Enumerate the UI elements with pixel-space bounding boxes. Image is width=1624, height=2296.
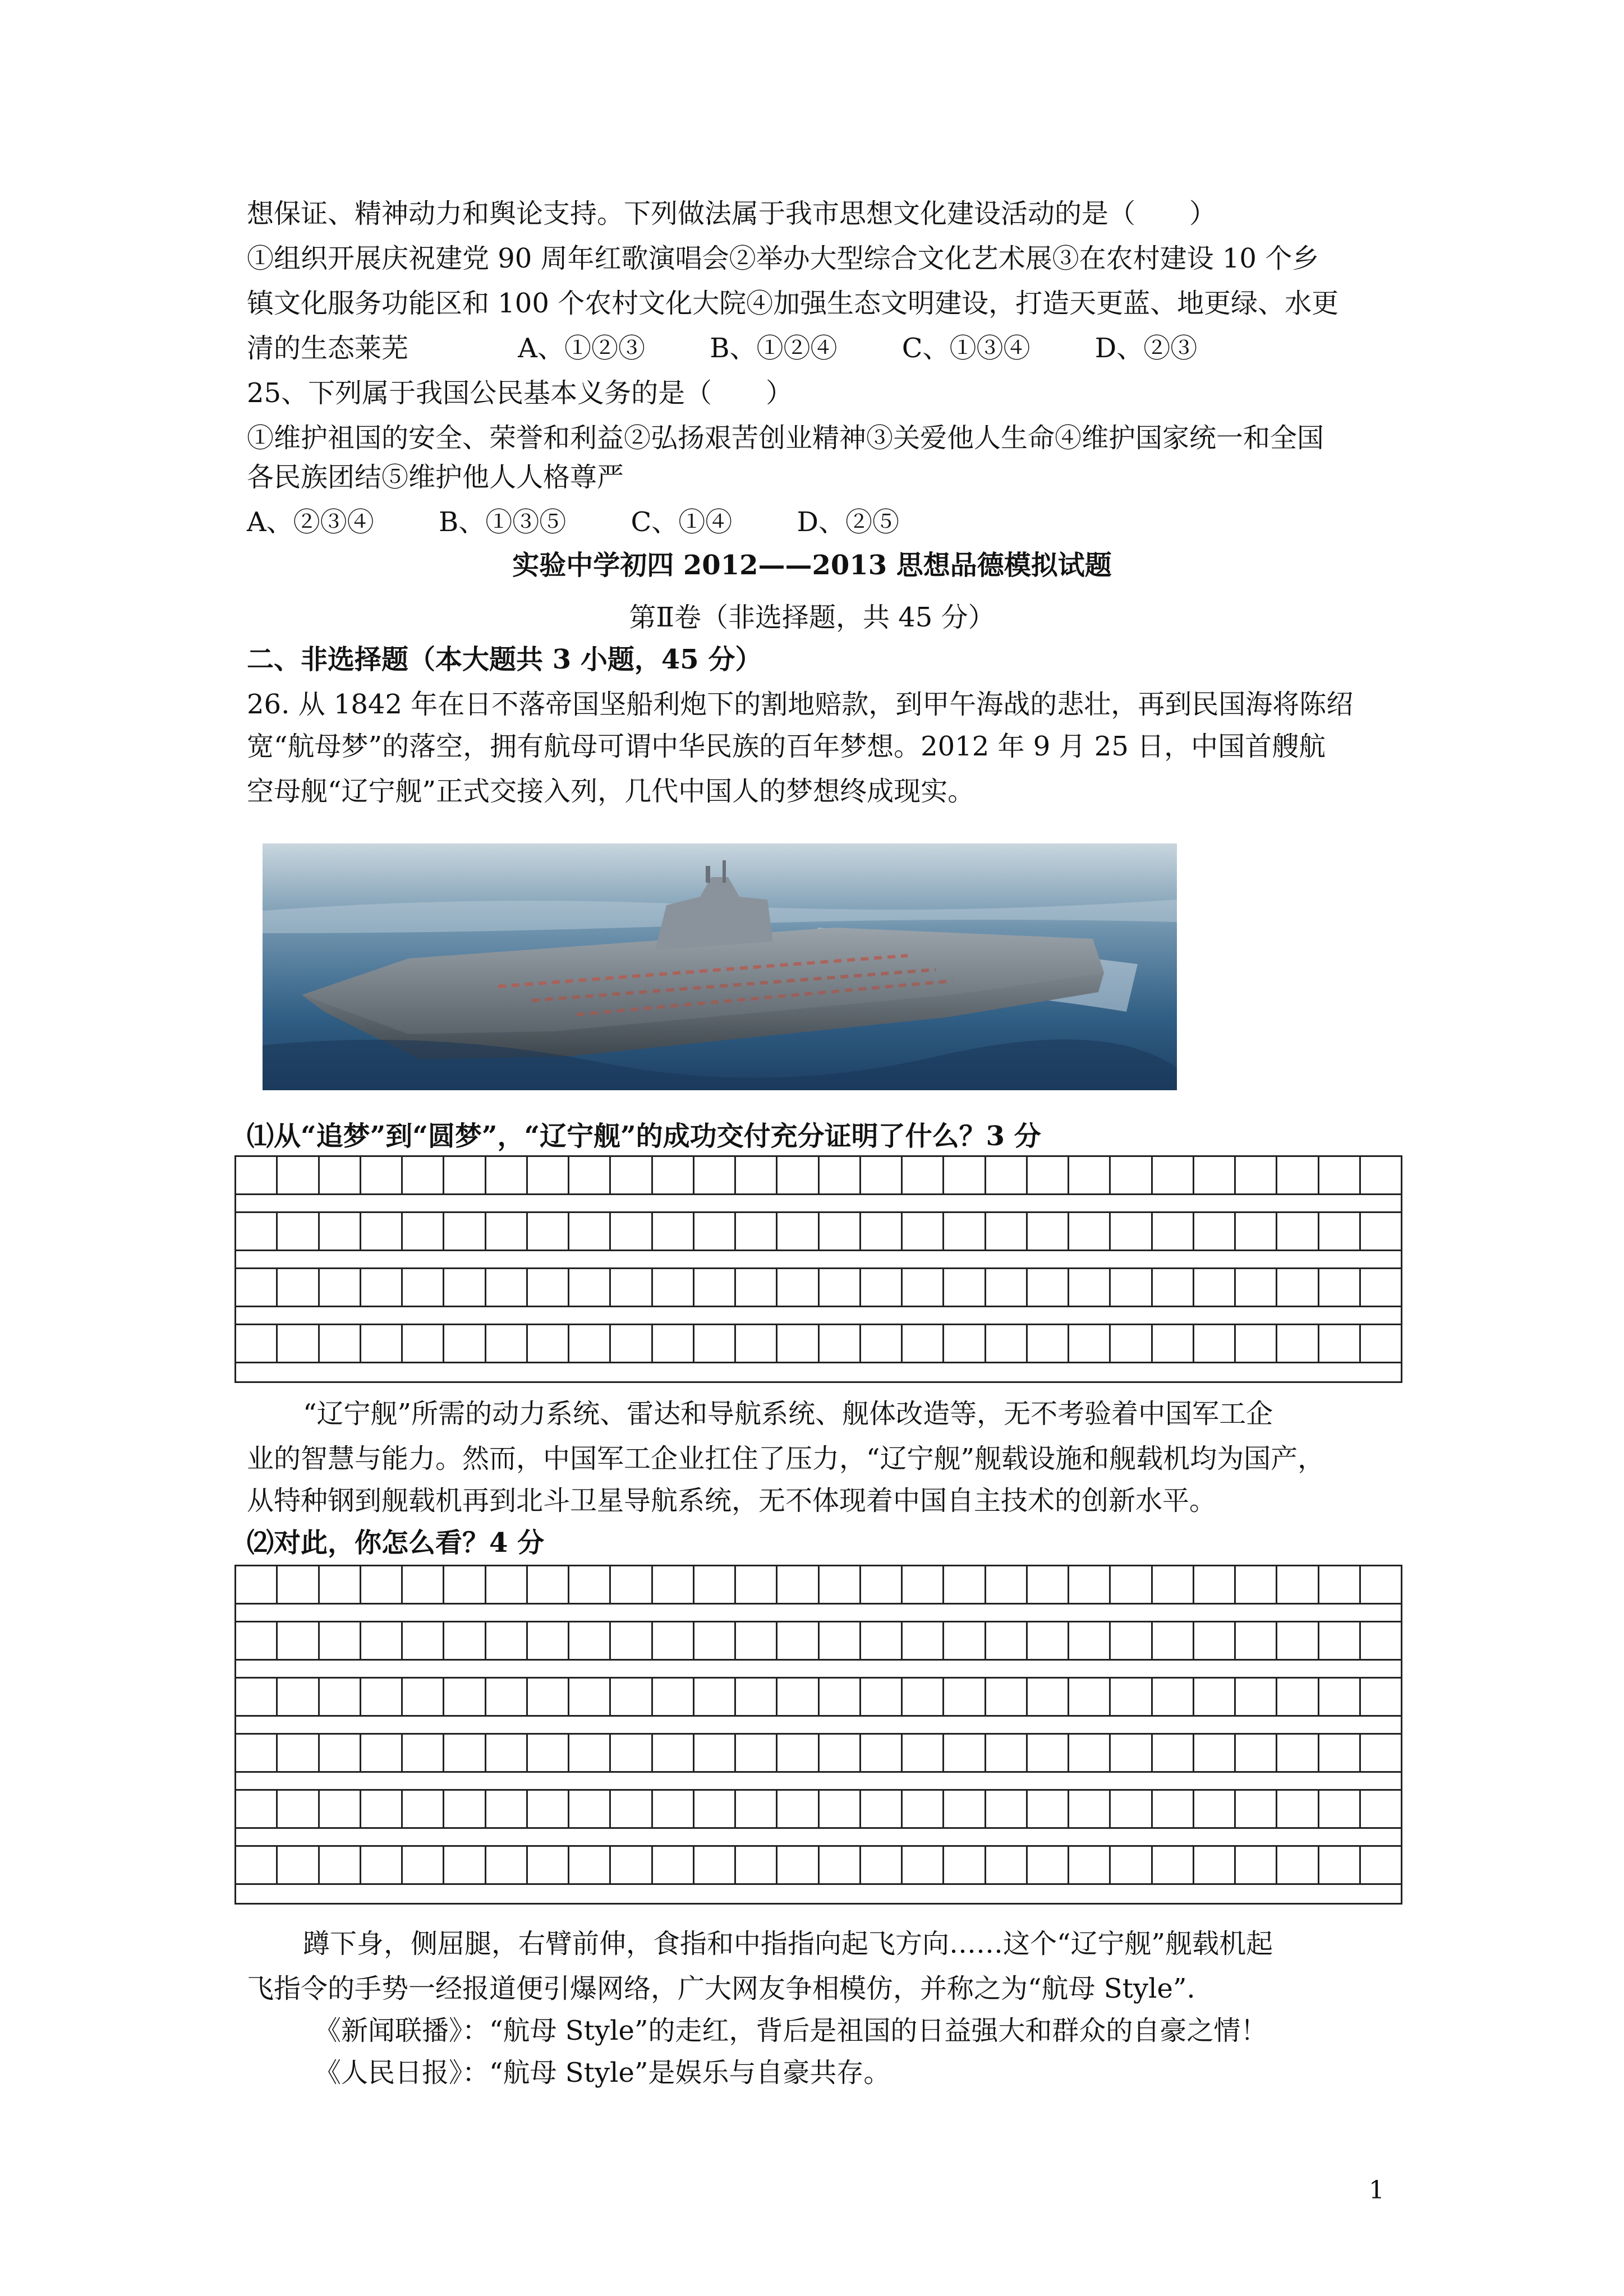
q24-line-3: 镇文化服务功能区和 100 个农村文化大院④加强生态文明建设，打造天更蓝、地更绿、水更 xyxy=(247,288,1339,319)
answer-grid-row[interactable] xyxy=(236,1622,1401,1661)
q26-intro-line-2: 宽“航母梦”的落空，拥有航母可谓中华民族的百年梦想。2012 年 9 月 25 日，中国首艘航 xyxy=(247,731,1326,762)
q26-subquestion-2: ⑵对此，你怎么看？4 分 xyxy=(247,1527,545,1559)
q24-line-4-text: 清的生态莱芜 xyxy=(247,333,409,364)
q25-options xyxy=(247,502,1402,542)
q26-intro-line-1: 26. 从 1842 年在日不落帝国坚船利炮下的割地赔款，到甲午海战的悲壮，再到民国海将陈绍 xyxy=(247,689,1354,720)
section-heading: 二、非选择题（本大题共 3 小题，45 分） xyxy=(247,644,762,675)
q26-subquestion-1: ⑴从“追梦”到“圆梦”，“辽宁舰”的成功交付充分证明了什么？3 分 xyxy=(247,1121,1041,1152)
q26-material-2-line-2: 业的智慧与能力。然而，中国军工企业扛住了压力，“辽宁舰”舰载设施和舰载机均为国产， xyxy=(247,1443,1325,1474)
q26-material-3-line-3: 《新闻联播》：“航母 Style”的走红，背后是祖国的日益强大和群众的自豪之情！ xyxy=(314,2015,1268,2046)
q24-option-c: C、①③④ xyxy=(901,333,1030,364)
q24-option-d: D、②③ xyxy=(1094,333,1198,364)
answer-grid-row[interactable] xyxy=(236,1791,1401,1829)
q25-option-b: B、①③⑤ xyxy=(438,506,567,538)
exam-part-subtitle: 第Ⅱ卷（非选择题，共 45 分） xyxy=(629,602,995,633)
answer-grid-row[interactable] xyxy=(236,1325,1401,1363)
q24-option-a: A、①②③ xyxy=(518,333,645,364)
answer-grid-row[interactable] xyxy=(236,1566,1401,1605)
answer-grid-row[interactable] xyxy=(236,1213,1401,1251)
q25-option-a: A、②③④ xyxy=(247,506,374,538)
q24-line-2: ①组织开展庆祝建党 90 周年红歌演唱会②举办大型综合文化艺术展③在农村建设 10 个乡 xyxy=(247,243,1319,274)
q25-line-2: ①维护祖国的安全、荣誉和利益②弘扬艰苦创业精神③关爱他人生命④维护国家统一和全国 xyxy=(247,422,1324,454)
q26-material-3-line-4: 《人民日报》：“航母 Style”是娱乐与自豪共存。 xyxy=(314,2057,891,2088)
q26-intro-line-3: 空母舰“辽宁舰”正式交接入列，几代中国人的梦想终成现实。 xyxy=(247,776,975,807)
q24-option-b: B、①②④ xyxy=(710,333,838,364)
q26-material-2-line-3: 从特种钢到舰载机再到北斗卫星导航系统，无不体现着中国自主技术的创新水平。 xyxy=(247,1485,1217,1516)
q25-line-3: 各民族团结⑤维护他人人格尊严 xyxy=(247,462,624,493)
answer-grid-row[interactable] xyxy=(236,1157,1401,1195)
q26-material-3-line-2: 飞指令的手势一经报道便引爆网络，广大网友争相模仿，并称之为“航母 Style”. xyxy=(247,1973,1195,2004)
q25-stem: 25、下列属于我国公民基本义务的是（ ） xyxy=(247,377,793,409)
answer-grid-1[interactable] xyxy=(234,1155,1402,1383)
q25-option-c: C、①④ xyxy=(631,506,733,538)
page-number: 1 xyxy=(1369,2176,1384,2205)
answer-grid-row[interactable] xyxy=(236,1269,1401,1307)
q26-material-3-line-1: 蹲下身，侧屈腿，右臂前伸，食指和中指指向起飞方向……这个“辽宁舰”舰载机起 xyxy=(303,1928,1273,1960)
answer-grid-row[interactable] xyxy=(236,1679,1401,1717)
q26-material-2-line-1: “辽宁舰”所需的动力系统、雷达和导航系统、舰体改造等，无不考验着中国军工企 xyxy=(303,1398,1273,1430)
exam-title: 实验中学初四 2012——2013 思想品德模拟试题 xyxy=(512,550,1112,581)
answer-grid-row[interactable] xyxy=(236,1847,1401,1885)
aircraft-carrier-photo xyxy=(263,843,1177,1090)
q24-line-4 xyxy=(247,328,1402,368)
answer-grid-2[interactable] xyxy=(234,1565,1402,1905)
q24-line-1: 想保证、精神动力和舆论支持。下列做法属于我市思想文化建设活动的是（ ） xyxy=(247,198,1217,229)
answer-grid-row[interactable] xyxy=(236,1735,1401,1773)
q25-option-d: D、②⑤ xyxy=(797,506,899,538)
